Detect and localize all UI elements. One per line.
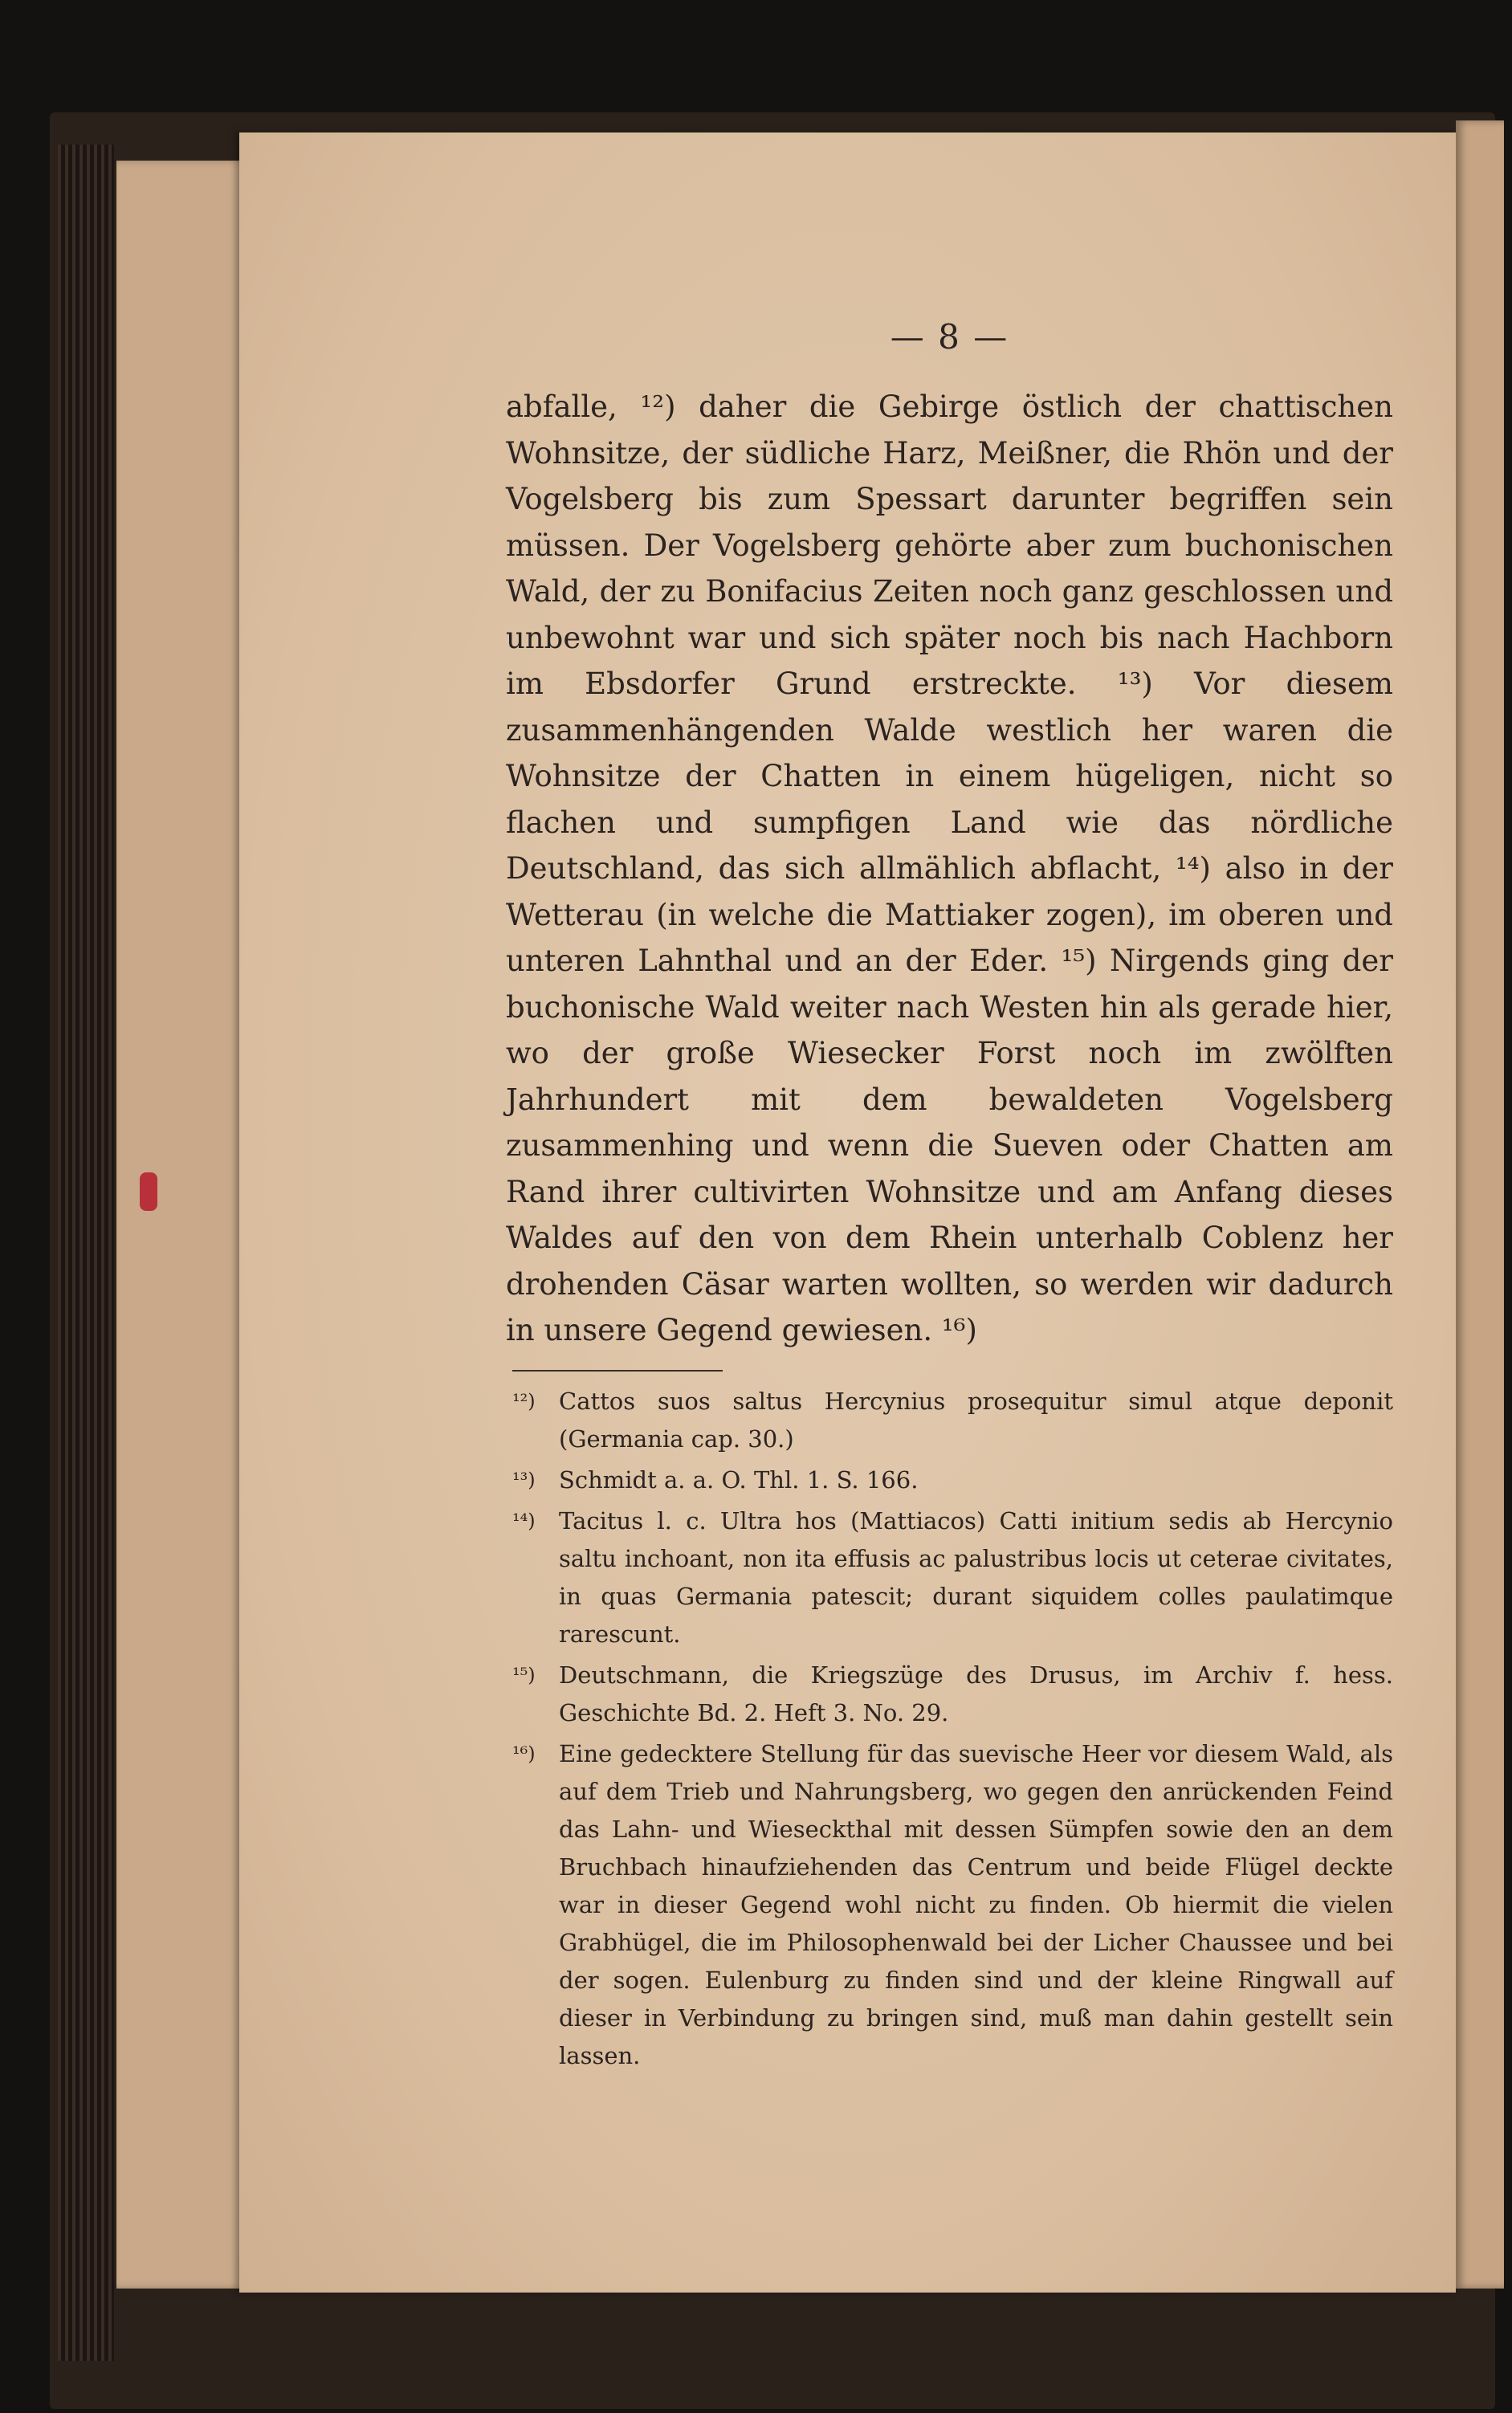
footnote-15	[506, 1657, 1393, 1732]
footnote-14	[506, 1502, 1393, 1653]
footnote-divider	[512, 1370, 723, 1372]
book-spine	[58, 145, 114, 2361]
red-mark	[140, 1172, 157, 1211]
footnote-12	[506, 1383, 1393, 1458]
footnote-16	[506, 1735, 1393, 2075]
footnote-text: Tacitus l. c. Ultra hos (Mattiacos) Catti initium sedis ab Hercynio saltu inchoant, non ita effusis ac palustribus locis ut ceterae civitates, in quas Germania patescit; durant siquidem colles paulatimque rarescunt.	[559, 1506, 1393, 1648]
main-text	[506, 384, 1393, 1354]
footnote-text: Cattos suos saltus Hercynius prosequitur simul atque deponit (Germania cap. 30.)	[559, 1387, 1393, 1453]
footnote-text: Eine gedecktere Stellung für das suevische Heer vor diesem Wald, als auf dem Trieb und Nahrungsberg, wo gegen den anrückenden Feind das Lahn- und Wieseckthal mit dessen Sümpfen sowie den an dem Bruchbach hinaufziehenden das Centrum und beide Flügel deckte war in dieser Gegend wohl nicht zu finden. Ob hiermit die vielen Grabhügel, die im Philosophenwald bei der Licher Chaussee und bei der sogen. Eulenburg zu finden sind und der kleine Ringwall auf dieser in Verbindung zu bringen sind, muß man dahin gestellt sein lassen.	[559, 1739, 1393, 2069]
footnote-marker: ¹⁶)	[512, 1742, 536, 1765]
body-paragraph: abfalle, ¹²) daher die Gebirge östlich der chattischen Wohnsitze, der südliche Harz, Meißner, die Rhön und der Vogelsberg bis zum Spessart darunter begriffen sein müssen. Der Vogelsberg gehörte aber zum buchonischen Wald, der zu Bonifacius Zeiten noch ganz geschlossen und unbewohnt war und sich später noch bis nach Hachborn im Ebsdorfer Grund erstreckte. ¹³) Vor diesem zusammenhängenden Walde westlich her waren die Wohnsitze der Chatten in einem hügeligen, nicht so flachen und sumpfigen Land wie das nördliche Deutschland, das sich allmählich abflacht, ¹⁴) also in der Wetterau (in welche die Mattiaker zogen), im oberen und unteren Lahnthal und an der Eder. ¹⁵) Nirgends ging der buchonische Wald weiter nach Westen hin als gerade hier, wo der große Wiesecker Forst noch im zwölften Jahrhundert mit dem bewaldeten Vogelsberg zusammenhing und wenn die Sueven oder Chatten am Rand ihrer cultivirten Wohnsitze und am Anfang dieses Waldes auf den von dem Rhein unterhalb Coblenz her drohenden Cäsar warten wollten, so werden wir dadurch in unsere Gegend gewiesen. ¹⁶)	[506, 389, 1393, 1347]
footnote-text: Schmidt a. a. O. Thl. 1. S. 166.	[559, 1465, 919, 1494]
footnote-marker: ¹⁴)	[512, 1509, 536, 1532]
footnote-marker: ¹³)	[512, 1468, 536, 1491]
footnote-13	[506, 1461, 1393, 1499]
left-page-edge	[116, 161, 257, 2289]
right-page-edge	[1456, 120, 1504, 2289]
footnote-marker: ¹⁵)	[512, 1663, 536, 1686]
page-number: — 8 —	[890, 317, 1009, 357]
footnote-marker: ¹²)	[512, 1389, 536, 1412]
footnotes	[506, 1383, 1393, 2075]
footnote-text: Deutschmann, die Kriegszüge des Drusus, im Archiv f. hess. Geschichte Bd. 2. Heft 3. No. 29.	[559, 1661, 1393, 1726]
page-content	[506, 317, 1393, 2075]
